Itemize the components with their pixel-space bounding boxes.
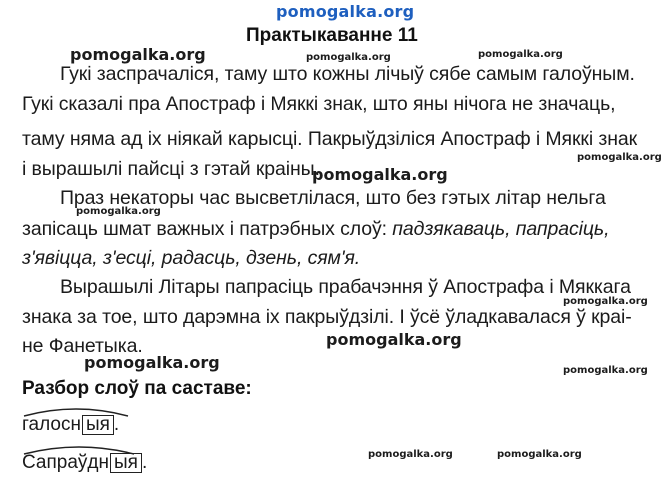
watermark: pomogalka.org xyxy=(368,449,453,460)
watermark: pomogalka.org xyxy=(326,330,462,349)
watermark: pomogalka.org xyxy=(577,152,662,163)
text-line: не Фанетыка. xyxy=(22,335,143,357)
watermark: pomogalka.org xyxy=(84,353,220,372)
morph-root: Сапраўдн xyxy=(22,452,110,473)
watermark: pomogalka.org xyxy=(497,449,582,460)
watermark: pomogalka.org xyxy=(563,296,648,307)
watermark: pomogalka.org xyxy=(563,365,648,376)
watermark: pomogalka.org xyxy=(306,52,391,63)
morph-tail: . xyxy=(113,414,120,435)
text-span: запісаць шмат важных і патрэбных слоў: xyxy=(22,218,387,240)
text-line: Вырашылі Літары папрасіць прабачэння ў Апострафа і Мяккага xyxy=(60,276,631,298)
morph-root: галосн xyxy=(22,414,81,435)
text-line: Гукі сказалі пра Апостраф і Мяккі знак, што яны нічога не значаць, xyxy=(22,93,616,115)
page-title: Практыкаванне 11 xyxy=(246,25,418,46)
text-line: таму няма ад іх ніякай карысці. Пакрыўдзіліся Апостраф і Мяккі знак xyxy=(22,128,638,150)
example-words: падзякаваць, папрасіць, xyxy=(392,218,610,240)
text-line xyxy=(22,218,609,241)
text-line: Гукі заспрачаліся, таму што кожны лічыў сябе самым галоўным. xyxy=(60,63,635,85)
text-line: знака за тое, што дарэмна іх пакрыўдзілі. І ўсё ўладкавалася ў краі- xyxy=(22,306,632,328)
morph-ending: ыя xyxy=(110,453,142,473)
text-line: і вырашылі пайсці з гэтай краіны. xyxy=(22,158,320,180)
watermark: pomogalka.org xyxy=(76,206,161,217)
example-words-line: з'явіцца, з'есці, радасць, дзень, сям'я. xyxy=(22,247,361,269)
text-line: Праз некаторы час высветлілася, што без гэтых літар нельга xyxy=(60,187,606,209)
section-heading: Разбор слоў па саставе: xyxy=(22,378,252,399)
watermark: pomogalka.org xyxy=(70,45,206,64)
morph-word-2 xyxy=(22,452,147,474)
morph-ending: ыя xyxy=(82,415,114,435)
watermark-top: pomogalka.org xyxy=(276,2,415,21)
watermark: pomogalka.org xyxy=(478,49,563,60)
watermark: pomogalka.org xyxy=(312,165,448,184)
morph-word-1 xyxy=(22,414,119,436)
morph-tail: . xyxy=(141,452,148,473)
